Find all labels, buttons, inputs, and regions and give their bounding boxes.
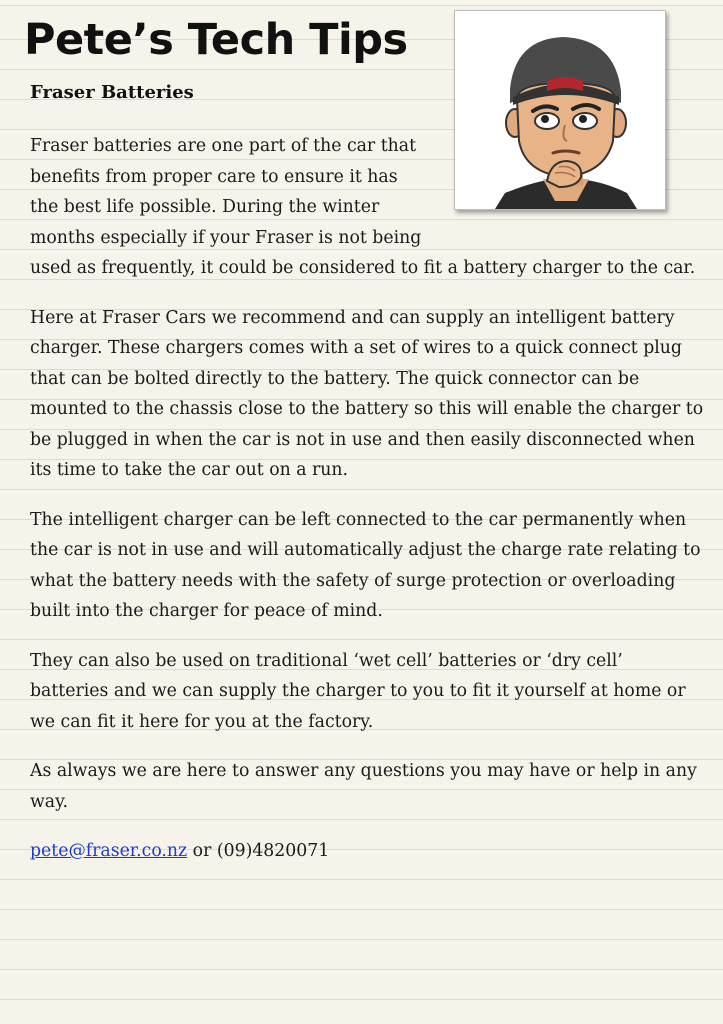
article-paragraph: They can also be used on traditional ‘wet cell’ batteries or ‘dry cell’ batteries and we can supply the charger to you to fit it yourself at home or we can fit it here for you at the factory. xyxy=(30,650,686,732)
contact-line xyxy=(30,836,706,867)
page-title: Pete’s Tech Tips xyxy=(24,15,408,65)
article-paragraph: Here at Fraser Cars we recommend and can supply an intelligent battery charger. These chargers comes with a set of wires to a quick connect plug that can be bolted directly to the battery. The quick connector can be mounted to the chassis close to the battery so this will enable the charger to be plugged in when the car is not in use and then easily disconnected when its time to take the car out on a run. xyxy=(30,307,704,480)
contact-separator: or xyxy=(192,841,212,861)
email-link[interactable]: pete@fraser.co.nz xyxy=(30,841,188,861)
article-paragraph: Fraser batteries are one part of the car that benefits from proper care to ensure it has the best life possible. During the winter months especially if your Fraser is not being used as frequently, it could be considered to fit a battery charger to the car. xyxy=(30,136,696,278)
article-paragraph: The intelligent charger can be left connected to the car permanently when the car is not in use and will automatically adjust the charge rate relating to what the battery needs with the safety of surge protection or overloading built into the charger for peace of mind. xyxy=(30,509,701,621)
phone-number: (09)4820071 xyxy=(216,841,330,861)
article-subtitle: Fraser Batteries xyxy=(30,82,194,103)
article-paragraph: As always we are here to answer any questions you may have or help in any way. xyxy=(30,761,697,812)
article-body xyxy=(30,131,706,867)
